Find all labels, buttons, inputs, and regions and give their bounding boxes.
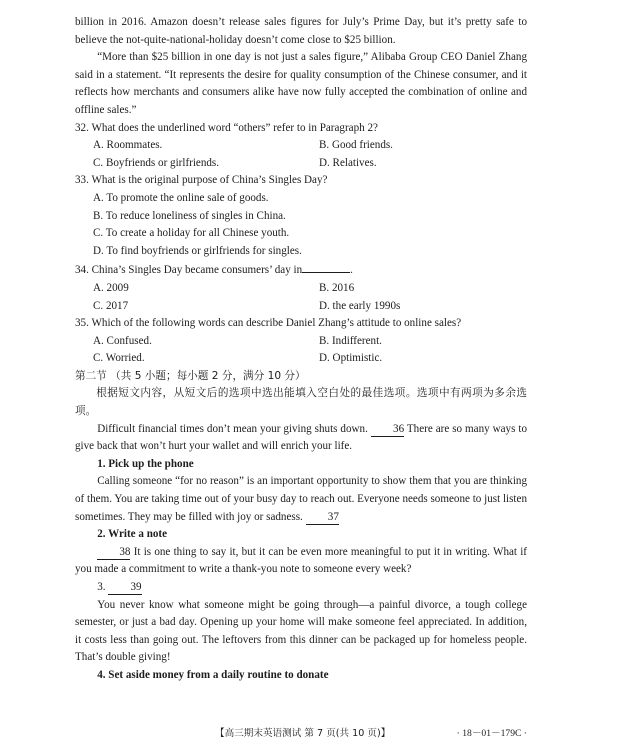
question-35-stem: 35. Which of the following words can describe Daniel Zhang’s attitude to online sales?	[75, 317, 462, 330]
blank-36: 36	[371, 423, 404, 437]
blank-38: 38	[97, 546, 130, 560]
paragraph-note-text: It is one thing to say it, but it can be even more meaningful to put it in writing. What if you made a commitment to write a thank-you note to someone every week?	[75, 545, 527, 576]
subheading-pick-up-phone: 1. Pick up the phone	[97, 457, 194, 470]
blank-39: 39	[108, 581, 141, 595]
question-34-option-c: C. 2017	[93, 299, 129, 312]
footer-code: · 18－01－179C ·	[456, 728, 527, 739]
paragraph-phone	[75, 473, 527, 526]
question-32-option-c: C. Boyfriends or girlfriends.	[93, 156, 220, 169]
paragraph-note	[75, 544, 527, 579]
subheading-3-number: 3.	[97, 581, 106, 593]
question-35-option-c: C. Worried.	[93, 352, 145, 365]
cloze-intro	[75, 421, 527, 456]
question-32-option-b: B. Good friends.	[319, 139, 393, 152]
question-34-option-a: A. 2009	[93, 281, 129, 294]
passage-paragraph-2: “More than $25 billion in one day is not just a sales figure,” Alibaba Group CEO Daniel Zhang said in a statement. “It represents the desire for quality consumption of the Chinese consumer, and it reflects how merchants and consumers alike have now fully accepted the combination of online and offline sales.”	[75, 51, 527, 116]
subheading-write-note: 2. Write a note	[97, 528, 168, 541]
subheading-3	[75, 579, 527, 597]
question-35-option-a: A. Confused.	[93, 334, 152, 347]
question-35-option-b: B. Indifferent.	[319, 334, 382, 347]
question-32-option-d: D. Relatives.	[319, 156, 377, 169]
question-33-option-a: A. To promote the online sale of goods.	[93, 191, 269, 204]
paragraph-home: You never know what someone might be going through—a painful divorce, a tough college semester, or just a bad day. Opening up your home will make someone feel appreciated. In addition, it costs less than going out. The leftovers from this dinner can be packaged up for homeless people. That’s double giving!	[75, 598, 527, 664]
cloze-intro-text-end: There are so many ways to give back that won’t hurt your wallet and will enrich your life.	[75, 422, 528, 453]
blank-37: 37	[306, 511, 339, 525]
question-33-option-b: B. To reduce loneliness of singles in China.	[93, 209, 286, 222]
answer-blank	[302, 260, 350, 273]
question-34-option-b: B. 2016	[319, 281, 355, 294]
question-32-stem: 32. What does the underlined word “others” refer to in Paragraph 2?	[75, 121, 378, 134]
question-34-stem	[75, 260, 527, 280]
paragraph-phone-text: Calling someone “for no reason” is an important opportunity to show them that you are thinking of them. You are taking time out of your busy day to reach out. Everyone needs someone to just listen sometimes. They may be filled with joy or sadness.	[75, 475, 527, 523]
question-34-stem-end: .	[350, 264, 353, 277]
question-33-option-c: C. To create a holiday for all Chinese youth.	[93, 227, 290, 240]
section-2-heading: 第二节 （共 5 小题；每小题 2 分，满分 10 分）	[75, 369, 306, 382]
question-35-option-d: D. Optimistic.	[319, 352, 383, 365]
question-34-stem-text: 34. China’s Singles Day became consumers’ day in	[75, 264, 303, 277]
subheading-set-aside-money: 4. Set aside money from a daily routine to donate	[97, 668, 329, 681]
question-33-stem: 33. What is the original purpose of China’s Singles Day?	[75, 174, 328, 187]
question-33-options	[75, 190, 527, 260]
section-2-instruction: 根据短文内容，从短文后的选项中选出能填入空白处的最佳选项。选项中有两项为多余选项。	[75, 387, 527, 418]
question-32-option-a: A. Roommates.	[93, 139, 163, 152]
passage-paragraph-1: billion in 2016. Amazon doesn’t release sales figures for July’s Prime Day, but it’s pretty safe to believe the not-quite-national-holiday doesn’t come close to $25 billion.	[75, 16, 527, 46]
question-34-options	[93, 280, 527, 315]
exam-page	[75, 14, 527, 685]
question-33-option-d: D. To find boyfriends or girlfriends for singles.	[93, 244, 302, 257]
cloze-intro-text: Difficult financial times don’t mean your giving shuts down.	[97, 422, 368, 435]
question-34-option-d: D. the early 1990s	[319, 299, 401, 312]
question-35-options	[93, 333, 527, 368]
question-32-options	[93, 137, 527, 172]
footer-page-info: 【高三期末英语测试 第 7 页(共 10 页)】	[215, 728, 391, 739]
